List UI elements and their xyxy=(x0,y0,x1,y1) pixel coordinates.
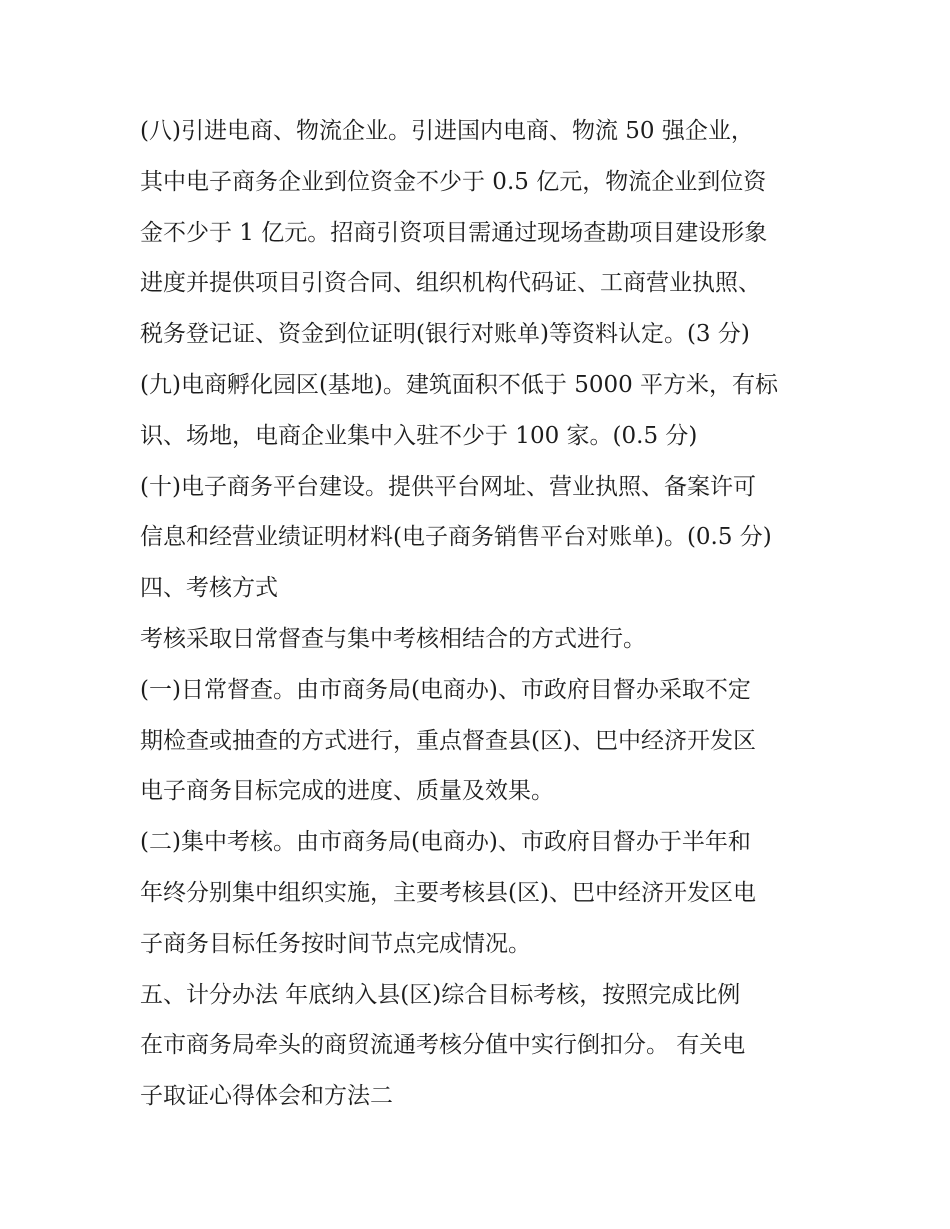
text-line: 考核采取日常督查与集中考核相结合的方式进行。 xyxy=(140,625,646,652)
text-line: 电子商务目标完成的进度、质量及效果。 xyxy=(140,778,554,805)
text-line: 期检查或抽查的方式进行，重点督查县(区)、巴中经济开发区 xyxy=(140,727,756,754)
text-line: 进度并提供项目引资合同、组织机构代码证、工商营业执照、 xyxy=(140,270,761,297)
text-line: (九)电商孵化园区(基地)。建筑面积不低于 5000 平方米，有标 xyxy=(140,371,779,398)
text-line: 税务登记证、资金到位证明(银行对账单)等资料认定。(3 分) xyxy=(140,321,750,348)
text-line: 金不少于 1 亿元。招商引资项目需通过现场查勘项目建设形象 xyxy=(140,219,768,246)
text-line: (一)日常督查。由市商务局(电商办)、市政府目督办采取不定 xyxy=(140,676,751,703)
text-line: (八)引进电商、物流企业。引进国内电商、物流 50 强企业， xyxy=(140,118,754,144)
text-line: 其中电子商务企业到位资金不少于 0.5 亿元，物流企业到位资 xyxy=(140,168,767,195)
text-line: 识、场地，电商企业集中入驻不少于 100 家。(0.5 分) xyxy=(140,422,698,449)
text-line: 信息和经营业绩证明材料(电子商务销售平台对账单)。(0.5 分) xyxy=(140,524,772,551)
text-line: 子取证心得体会和方法二 xyxy=(140,1083,393,1110)
text-line: (二)集中考核。由市商务局(电商办)、市政府目督办于半年和 xyxy=(140,829,751,856)
text-line: 五、计分办法 年底纳入县(区)综合目标考核，按照完成比例 xyxy=(140,981,741,1008)
section-heading: 四、考核方式 xyxy=(140,575,278,602)
text-line: 年终分别集中组织实施，主要考核县(区)、巴中经济开发区电 xyxy=(140,879,756,906)
text-line: 在市商务局牵头的商贸流通考核分值中实行倒扣分。 有关电 xyxy=(140,1032,746,1059)
text-line: (十)电子商务平台建设。提供平台网址、营业执照、备案许可 xyxy=(140,473,756,500)
text-line: 子商务目标任务按时间节点完成情况。 xyxy=(140,930,531,957)
document-body xyxy=(140,106,820,1122)
